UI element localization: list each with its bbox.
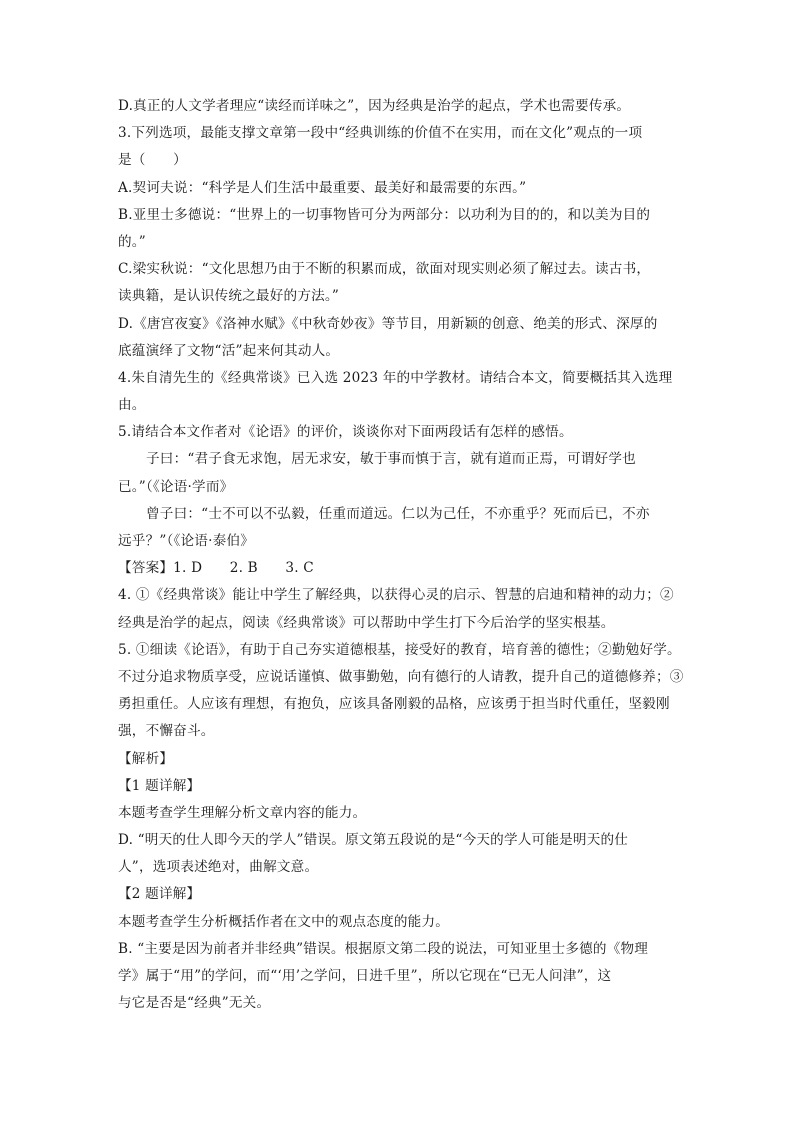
answer-key-line: 【答案】1. D 2. B 3. C (118, 560, 314, 577)
option-c-line: C.梁实秋说：“文化思想乃由于不断的积累而成，欲面对现实则必须了解过去。读古书， (118, 261, 651, 278)
option-d-line: D.《唐宫夜宴》《洛神水赋》《中秋奇妙夜》等节目，用新颖的创意、绝美的形式、深厚的 (118, 315, 658, 332)
quote-line: 子曰：“君子食无求饱，居无求安，敏于事而慎于言，就有道而正焉，可谓好学也 (146, 451, 636, 468)
question-5-line: 5.请结合本文作者对《论语》的评价，谈谈你对下面两段话有怎样的感悟。 (118, 424, 573, 441)
text-line: D.真正的人文学者理应“读经而详味之”，因为经典是治学的起点，学术也需要传承。 (118, 98, 631, 114)
text-line: 不过分追求物质享受，应说话谨慎、做事勤勉，向有德行的人请教，提升自己的道德修养；③ (118, 668, 684, 685)
text-line: 底蕴演绎了文物“活”起来何其动人。 (118, 342, 340, 359)
text-line: 本题考查学生分析概括作者在文中的观点态度的能力。 (118, 913, 450, 930)
analysis-heading: 【解析】 (118, 750, 174, 767)
question-2-detail-heading: 【2 题详解】 (118, 886, 201, 903)
text-line: 与它是否是“经典”无关。 (118, 995, 271, 1012)
text-line: 已。”（《论语·学而》 (118, 478, 234, 495)
question-1-detail-heading: 【1 题详解】 (118, 777, 201, 794)
question-3-line: 3.下列选项，最能支撑文章第一段中“经典训练的价值不在实用，而在文化”观点的一项 (118, 125, 643, 142)
text-line: 读典籍，是认识传统之最好的方法。” (118, 288, 340, 305)
quote-line: 曾子曰：“士不可以不弘毅，任重而道远。仁以为己任，不亦重乎？死而后已，不亦 (146, 505, 650, 522)
document-body (118, 93, 688, 1017)
answer-4-line: 4. ①《经典常谈》能让中学生了解经典，以获得心灵的启示、智慧的启迪和精神的动力；② (118, 587, 674, 604)
text-line: D. “明天的仕人即今天的学人”错误。原文第五段说的是“今天的学人可能是明天的仕 (118, 832, 629, 849)
text-line: 勇担重任。人应该有理想，有抱负，应该具备刚毅的品格，应该勇于担当时代重任，坚毅刚 (118, 696, 670, 713)
option-a-line: A.契诃夫说：“科学是人们生活中最重要、最美好和最需要的东西。” (118, 179, 527, 196)
text-line: 是（ ） (118, 152, 187, 169)
text-line: 本题考查学生理解分析文章内容的能力。 (118, 804, 367, 821)
text-line: 远乎？”（《论语·泰伯》 (118, 533, 255, 549)
text-line: 的。” (118, 233, 146, 250)
question-4-line: 4.朱自清先生的《经典常谈》已入选 2023 年的中学教材。请结合本文，简要概括其入选理 (118, 369, 673, 386)
text-line: 由。 (118, 397, 146, 414)
text-line: 经典是治学的起点，阅读《经典常谈》可以帮助中学生打下今后治学的坚实根基。 (118, 614, 615, 631)
text-line: 强，不懈奋斗。 (118, 723, 215, 740)
text-line: B. “主要是因为前者并非经典”错误。根据原文第二段的说法，可知亚里士多德的《物理 (118, 940, 649, 957)
option-b-line: B.亚里士多德说：“世界上的一切事物皆可分为两部分：以功利为目的的，和以美为目的 (118, 206, 651, 223)
text-line: 学》属于“用”的学问，而“‘用’之学问，日进千里”，所以它现在“已无人问津”，这 (118, 968, 612, 984)
text-line: 人”，选项表述绝对，曲解文意。 (118, 859, 319, 876)
answer-5-line: 5. ①细读《论语》，有助于自己夯实道德根基，接受好的教育，培育善的德性；②勤勉好学。 (118, 641, 681, 658)
